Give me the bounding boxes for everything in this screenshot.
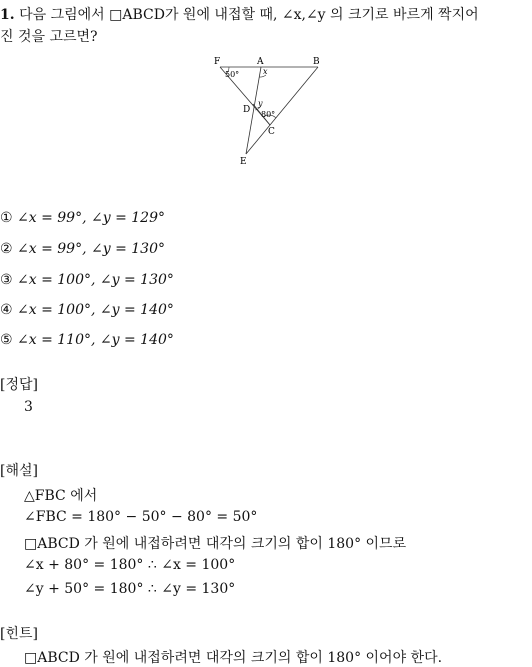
label-B: B — [313, 57, 320, 67]
choice-text: ∠x = 110°, ∠y = 140° — [17, 332, 174, 348]
question-text-2: 진 것을 고르면? — [0, 29, 98, 45]
label-F: F — [214, 57, 221, 67]
choice-mark: ⑤ — [0, 332, 13, 348]
hint-label: [힌트] — [0, 626, 38, 642]
choice-4[interactable] — [0, 302, 174, 318]
label-A: A — [257, 57, 264, 67]
choice-text: ∠x = 99°, ∠y = 129° — [17, 210, 165, 226]
choice-mark: ① — [0, 210, 13, 226]
explanation-line-4: ∠x + 80° = 180° ∴ ∠x = 100° — [24, 557, 236, 573]
explanation-label: [해설] — [0, 463, 38, 479]
choice-2[interactable] — [0, 241, 165, 257]
choice-mark: ② — [0, 241, 13, 257]
explanation-line-5: ∠y + 50° = 180° ∴ ∠y = 130° — [24, 581, 236, 597]
choice-text: ∠x = 100°, ∠y = 130° — [17, 272, 174, 288]
label-angle-50: 50° — [225, 70, 240, 79]
question-text-1: 다음 그림에서 □ABCD가 원에 내접할 때, ∠x,∠y 의 크기로 바르게 짝지어 — [19, 7, 479, 23]
choice-1[interactable] — [0, 210, 165, 226]
explanation-line-2: ∠FBC = 180° − 50° − 80° = 50° — [24, 509, 258, 525]
hint-text: □ABCD 가 원에 내접하려면 대각의 크기의 합이 180° 이어야 한다. — [24, 650, 443, 666]
label-C: C — [268, 127, 275, 137]
choice-5[interactable] — [0, 332, 174, 348]
question-line-1 — [0, 4, 479, 24]
label-x: x — [263, 67, 268, 76]
label-y: y — [258, 99, 263, 108]
choice-text: ∠x = 100°, ∠y = 140° — [17, 302, 174, 318]
choice-3[interactable] — [0, 272, 174, 288]
answer-label: [정답] — [0, 377, 38, 393]
label-D: D — [243, 105, 251, 115]
explanation-line-1: △FBC 에서 — [24, 488, 98, 504]
answer-value: 3 — [24, 399, 33, 415]
choice-text: ∠x = 99°, ∠y = 130° — [17, 241, 165, 257]
choice-mark: ③ — [0, 272, 13, 288]
explanation-line-3: □ABCD 가 원에 내접하려면 대각의 크기의 합이 180° 이므로 — [24, 536, 407, 552]
geometry-figure — [200, 52, 340, 172]
question-number: 1. — [0, 7, 15, 23]
choice-mark: ④ — [0, 302, 13, 318]
segment-BE — [246, 67, 318, 154]
label-E: E — [240, 157, 247, 167]
label-angle-80: 80° — [261, 110, 276, 119]
